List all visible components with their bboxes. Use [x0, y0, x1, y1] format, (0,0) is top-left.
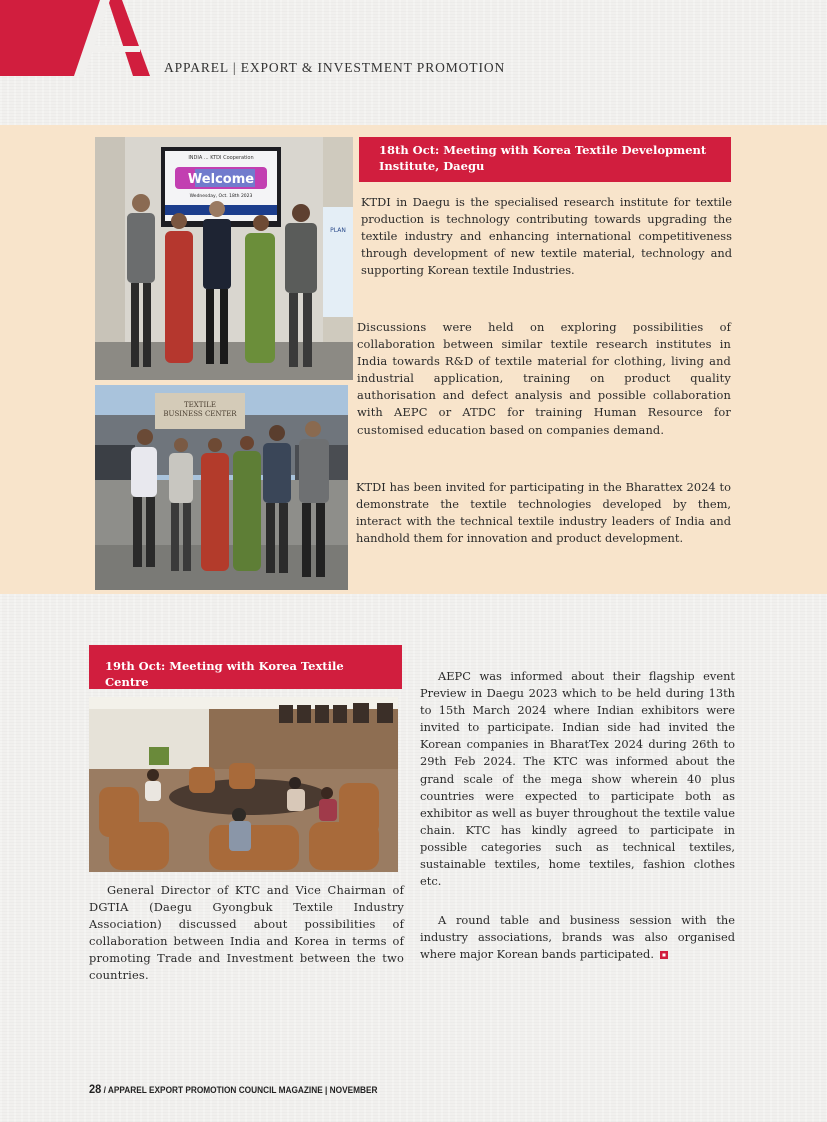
- magazine-logo: [0, 0, 150, 76]
- screen-date-text: Wednesday, Oct. 18th 2023: [189, 194, 253, 199]
- ktdi-building-photo: [95, 385, 348, 590]
- ktdi-paragraph-3: KTDI has been invited for participating in the Bharattex 2024 to demonstrate the textile technologies developed by them, interact with the technical textile industry leaders of India and handhold them for innovation and product development.: [356, 480, 731, 546]
- ktc-right-paragraph-2: [420, 912, 735, 963]
- ktdi-paragraph-1: KTDI in Daegu is the specialised research institute for textile production is technology contributing towards upgrading the textile industry and enhancing international competitiveness through development of new textile material, technology and supporting Korean textile Industries.: [361, 195, 732, 278]
- ktc-right-paragraph-1: AEPC was informed about their flagship event Preview in Daegu 2023 which to be held during 13th to 15th March 2024 where Indian exhibitors were invited to participate. Indian side had invited the Korean companies in BharatTex 2024 during 26th to 29th Feb 2024. The KTC was informed about the grand scale of the mega show wherein 40 plus countries were expected to participate both as exhibitor as well as buyer throughout the textile value chain. KTC has kindly agreed to participate in possible categories such as technical textiles, sustainable textiles, home textiles, fashion clothes etc.: [420, 669, 735, 889]
- footer-text: / APPAREL EXPORT PROMOTION COUNCIL MAGAZINE | NOVEMBER: [103, 1085, 378, 1095]
- ktc-meeting-room-photo: [89, 697, 398, 872]
- screen-welcome-text: Welcome: [187, 172, 255, 187]
- ktc-left-paragraph: General Director of KTC and Vice Chairman of DGTIA (Daegu Gyongbuk Textile Industry Association) discussed about possibilities of collaboration between India and Korea in terms of promoting Trade and Investment between the two countries.: [89, 883, 404, 983]
- ktdi-meeting-photo: [95, 137, 353, 380]
- sign-line-2: BUSINESS CENTER: [163, 410, 237, 418]
- ktc-meeting-heading: 19th Oct: Meeting with Korea Textile Centre: [89, 645, 402, 689]
- article-end-icon: [660, 951, 668, 959]
- page-footer: [89, 1082, 377, 1096]
- page-number: 28: [89, 1082, 102, 1096]
- ktdi-meeting-heading: 18th Oct: Meeting with Korea Textile Development Institute, Daegu: [359, 137, 731, 182]
- sign-line-1: TEXTILE: [184, 401, 216, 409]
- screen-top-label: INDIA ... KTDI Cooperation: [188, 155, 254, 161]
- ktdi-paragraph-2: Discussions were held on exploring possibilities of collaboration between similar textile research institutes in India towards R&D of textile material for clothing, living and industrial application, training on product quality authorisation and defect analysis and possible collaboration with AEPC or ATDC for training Human Resource for customised education based on companies demand.: [357, 320, 731, 437]
- section-label: APPAREL | EXPORT & INVESTMENT PROMOTION: [164, 60, 506, 75]
- standee-text: PLAN: [330, 227, 346, 234]
- ktc-right-paragraph-2-text: A round table and business session with the industry associations, brands was also organised where major Korean bands participated.: [420, 913, 735, 962]
